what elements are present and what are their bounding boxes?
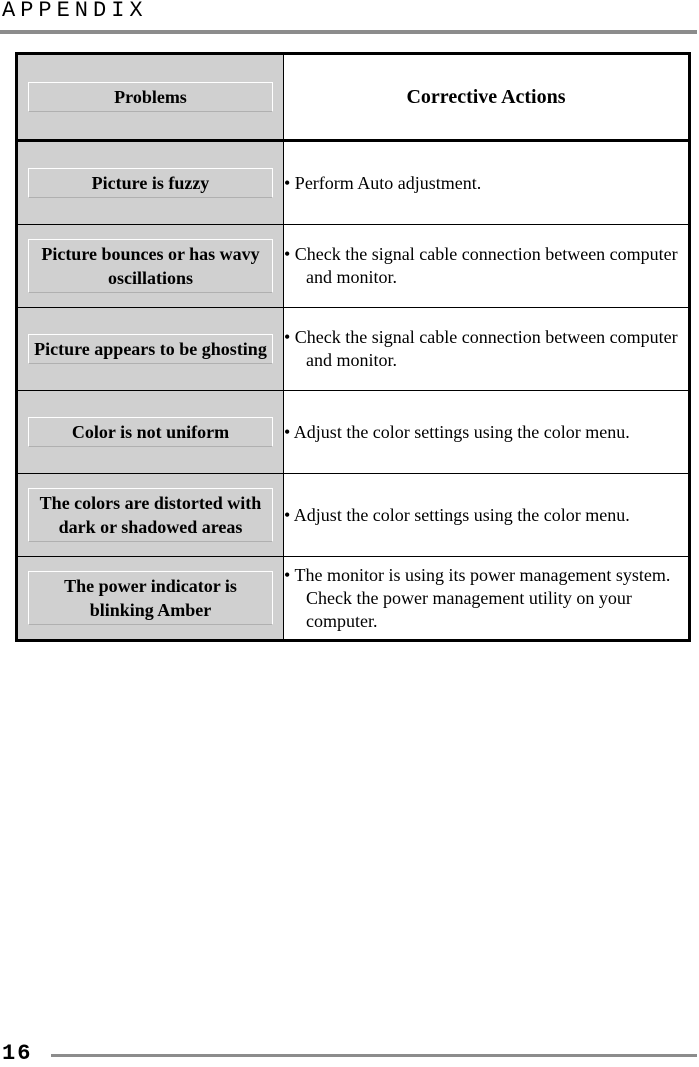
problem-text: Picture bounces or has wavy oscillations [28,239,273,293]
page-number: 16 [2,1041,33,1066]
table-row [17,391,690,474]
footer-divider [51,1054,697,1057]
problem-cell [17,308,284,391]
column-header-corrective-actions: Corrective Actions [284,54,690,141]
problem-text: Picture appears to be ghosting [28,334,273,364]
action-text: • Check the signal cable connection between computer and monitor. [284,327,678,370]
action-text: • Perform Auto adjustment. [284,172,482,193]
troubleshooting-table [15,52,691,642]
action-cell [284,557,690,641]
table-row [17,141,690,225]
table-header-row [17,54,690,141]
table-row [17,474,690,557]
action-text: • The monitor is using its power management system. Check the power management utility on your computer. [284,564,671,631]
action-cell [284,141,690,225]
problem-text: The power indicator is blinking Amber [28,571,273,625]
table-row [17,308,690,391]
action-cell [284,391,690,474]
action-cell [284,308,690,391]
problem-text: The colors are distorted with dark or shadowed areas [28,488,273,542]
problem-text: Picture is fuzzy [28,168,273,198]
problem-cell [17,391,284,474]
column-header-problems [17,54,284,141]
action-text: • Adjust the color settings using the color menu. [284,504,630,525]
problem-cell [17,141,284,225]
table-row [17,225,690,308]
action-cell [284,474,690,557]
header-divider [0,30,697,34]
problem-cell [17,474,284,557]
problem-cell [17,225,284,308]
action-text: • Check the signal cable connection between computer and monitor. [284,244,678,287]
column-header-problems-label: Problems [28,82,273,112]
section-title: APPENDIX [2,0,148,23]
problem-cell [17,557,284,641]
action-text: • Adjust the color settings using the color menu. [284,421,630,442]
action-cell [284,225,690,308]
table-row [17,557,690,641]
problem-text: Color is not uniform [28,417,273,447]
